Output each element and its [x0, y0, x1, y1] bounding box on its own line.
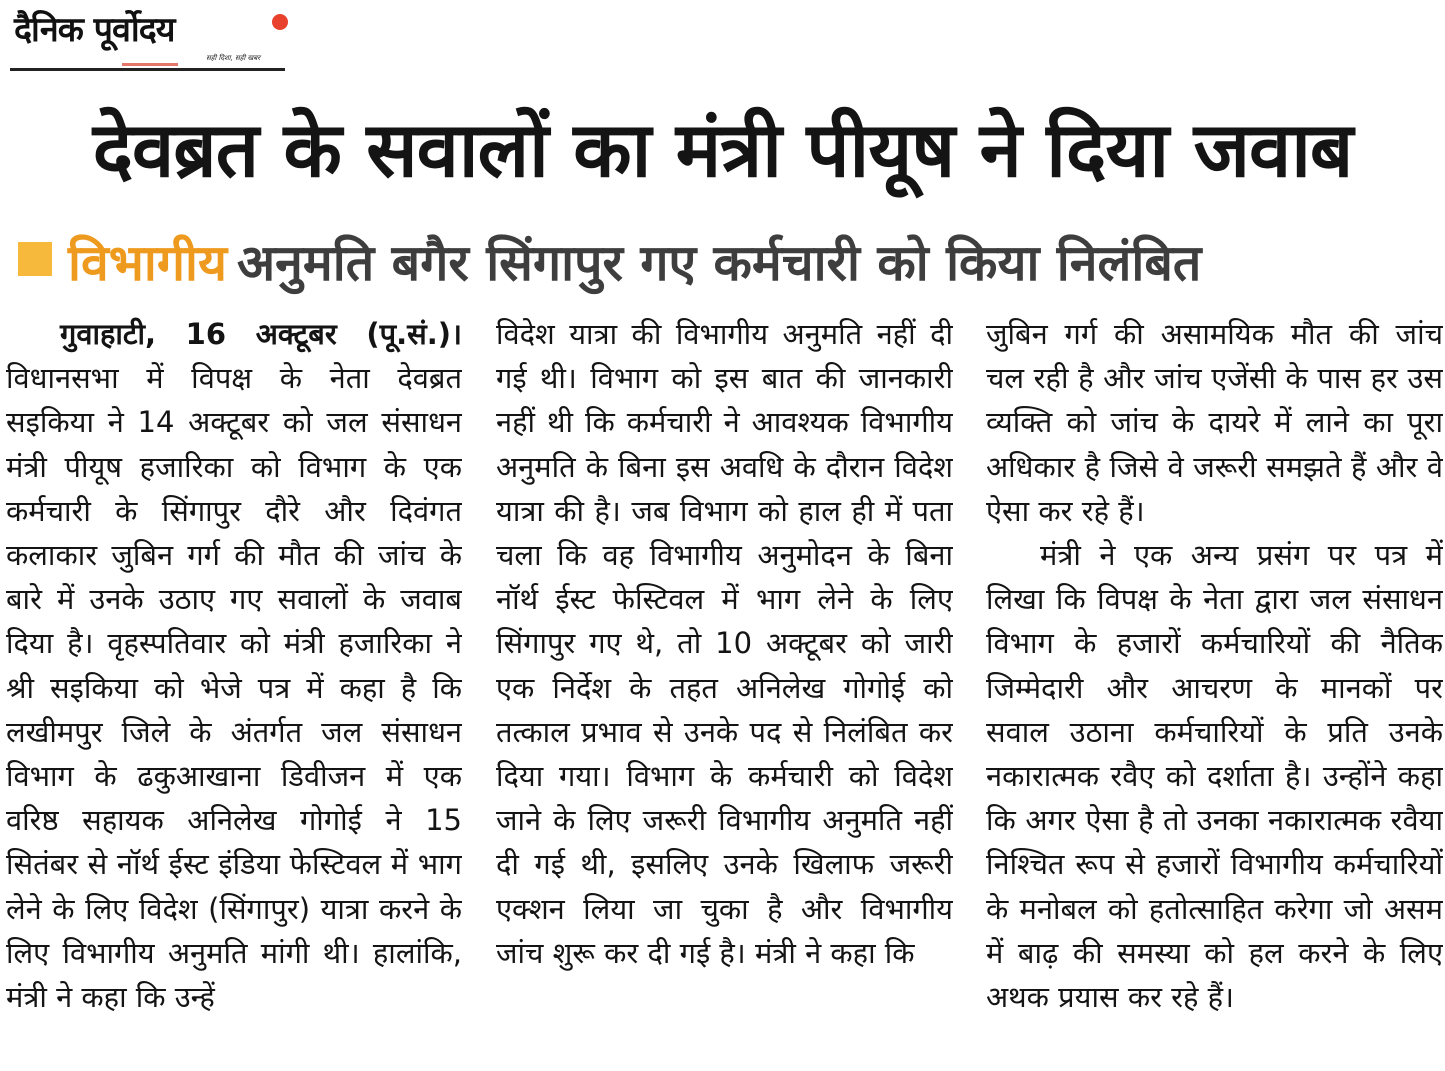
- dateline: गुवाहाटी, 16 अक्टूबर (पू.सं.)।: [60, 317, 462, 351]
- column-1-paragraph: [6, 312, 462, 1019]
- masthead: [10, 6, 285, 72]
- newspaper-logo: दैनिक पूर्वोदय: [14, 10, 175, 50]
- article-column-2: [496, 312, 953, 1068]
- subhead-text: अनुमति बगैर सिंगापुर गए कर्मचारी को किया निलंबित: [236, 234, 1202, 292]
- square-bullet-icon: [18, 242, 52, 276]
- headline: देवब्रत के सवालों का मंत्री पीयूष ने दिया जवाब: [92, 105, 1353, 194]
- column-3-paragraph-1: जुबिन गर्ग की असामयिक मौत की जांच चल रही है और जांच एजेंसी के पास हर उस व्यक्ति को जांच के दायरे में लाने का पूरा अधिकार है जिसे वे जरूरी समझते हैं और वे ऐसा कर रहे हैं।: [986, 317, 1443, 528]
- article-column-1: [6, 312, 462, 1068]
- masthead-accent-rule: [122, 63, 178, 66]
- column-1-text: विधानसभा में विपक्ष के नेता देवब्रत सइकिया ने 14 अक्टूबर को जल संसाधन मंत्री पीयूष हजारिका को विभाग के एक कर्मचारी के सिंगापुर दौरे और दिवंगत कलाकार जुबिन गर्ग की मौत की जांच के बारे में उनके उठाए गए सवालों के जवाब दिया है। वृहस्पतिवार को मंत्री हजारिका ने श्री सइकिया को भेजे पत्र में कहा है कि लखीमपुर जिले के अंतर्गत जल संसाधन विभाग के ढकुआखाना डिवीजन में एक वरिष्ठ सहायक अनिलेख गोगोई ने 15 सितंबर से नॉर्थ ईस्ट इंडिया फेस्टिवल में भाग लेने के लिए विदेश (सिंगापुर) यात्रा करने के लिए विभागीय अनुमति मांगी थी। हालांकि, मंत्री ने कहा कि उन्हें: [6, 361, 462, 1015]
- masthead-rule: [10, 68, 285, 71]
- masthead-tagline: सही दिशा, सही खबर: [206, 54, 261, 62]
- column-3-paragraph-2: मंत्री ने एक अन्य प्रसंग पर पत्र में लिखा कि विपक्ष के नेता द्वारा जल संसाधन विभाग के हजारों कर्मचारियों की नैतिक जिम्मेदारी और आचरण के मानकों पर सवाल उठाना कर्मचारियों के प्रति उनके नकारात्मक रवैए को दर्शाता है। उन्होंने कहा कि अगर ऐसा है तो उनका नकारात्मक रवैया निश्चित रूप से हजारों विभागीय कर्मचारियों के मनोबल को हतोत्साहित करेगा जो असम में बाढ़ की समस्या को हल करने के लिए अथक प्रयास कर रहे हैं।: [986, 538, 1443, 1015]
- logo-dot-icon: [272, 14, 288, 30]
- subheadline: [18, 230, 1433, 296]
- column-2-text: विदेश यात्रा की विभागीय अनुमति नहीं दी गई थी। विभाग को इस बात की जानकारी नहीं थी कि कर्मचारी ने आवश्यक विभागीय अनुमति के बिना इस अवधि के दौरान विदेश यात्रा की है। जब विभाग को हाल ही में पता चला कि वह विभागीय अनुमोदन के बिना नॉर्थ ईस्ट फेस्टिवल में भाग लेने के लिए सिंगापुर गए थे, तो 10 अक्टूबर को जारी एक निर्देश के तहत अनिलेख गोगोई को तत्काल प्रभाव से उनके पद से निलंबित कर दिया गया। विभाग के कर्मचारी को विदेश जाने के लिए जरूरी विभागीय अनुमति नहीं दी गई थी, इसलिए उनके खिलाफ जरूरी एक्शन लिया जा चुका है और विभागीय जांच शुरू कर दी गई है। मंत्री ने कहा कि: [496, 317, 953, 970]
- subhead-kicker: विभागीय: [68, 234, 227, 292]
- article-column-3: [986, 312, 1443, 1068]
